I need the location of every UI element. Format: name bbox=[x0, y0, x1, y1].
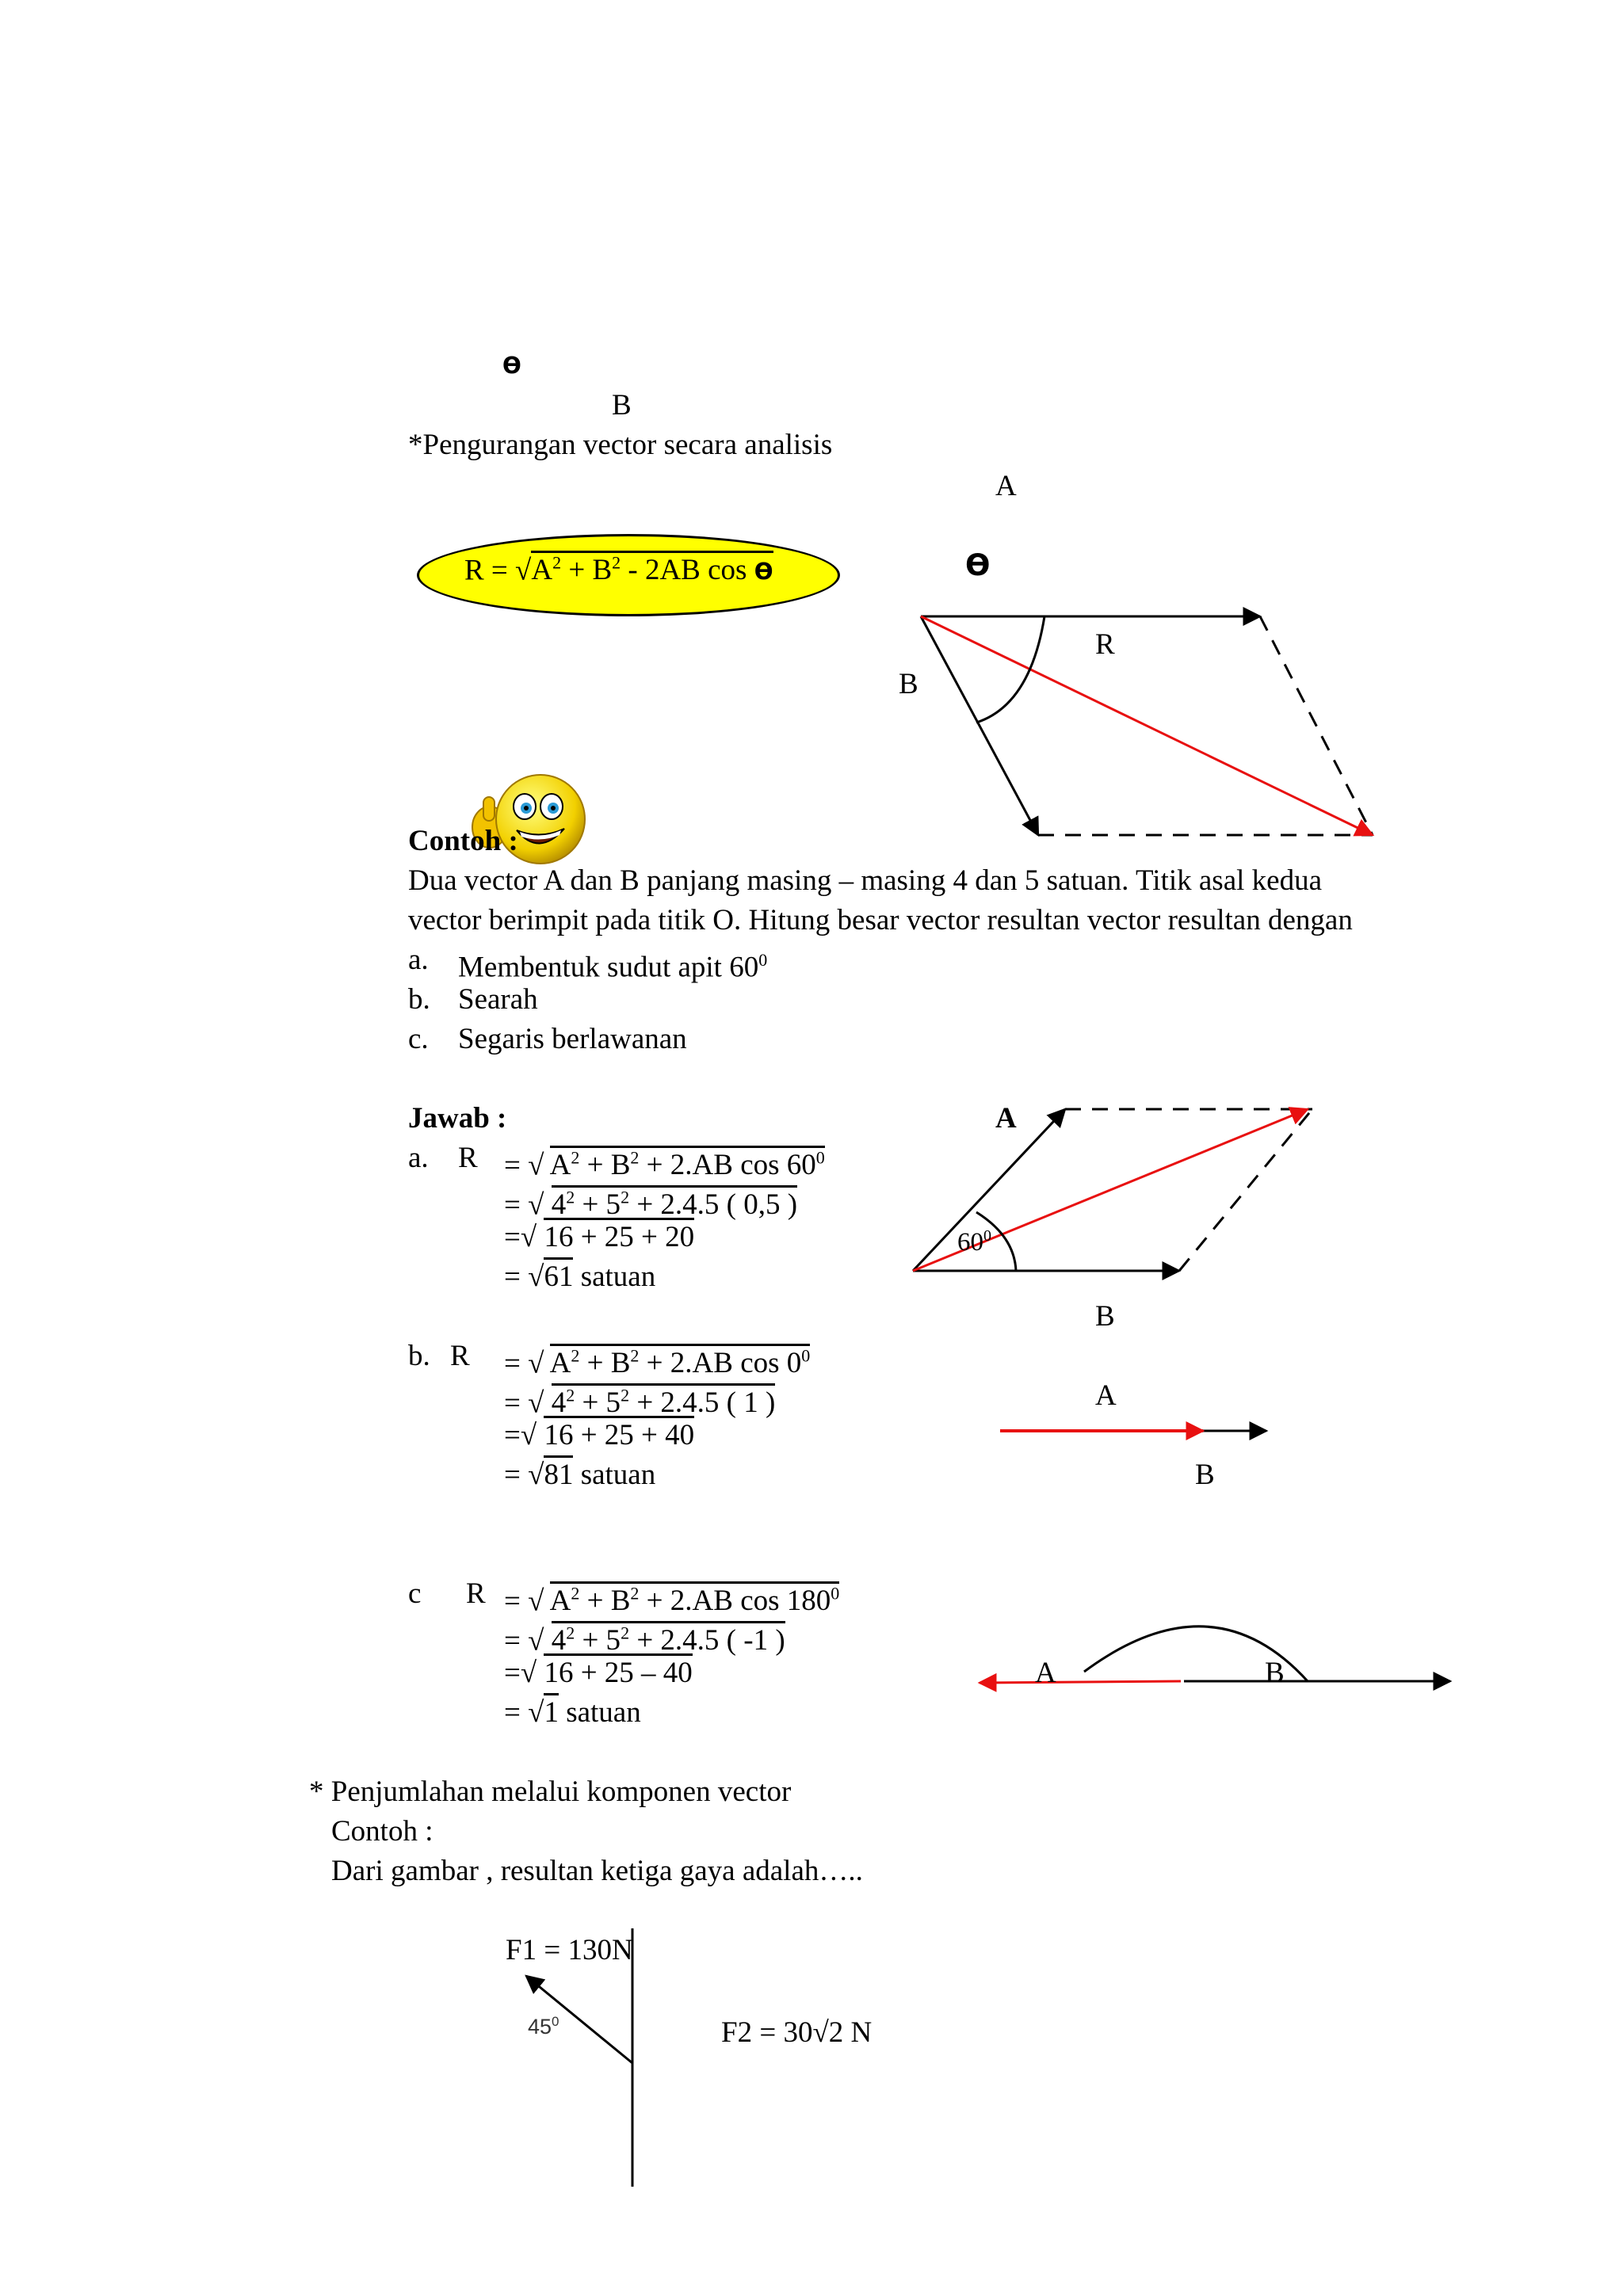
answer-a-var: R bbox=[458, 1142, 478, 1174]
answer-a-line3: =√ 16 + 25 + 20 bbox=[504, 1220, 694, 1255]
diagram-a-label-angle: $60^0$ bbox=[957, 1227, 991, 1257]
answer-b-line2: = √ $4^2 + 5^2 + 2.4.5$ ( 1 ) bbox=[504, 1379, 775, 1421]
answer-c-line2: = √ $4^2 + 5^2 + 2.4.5$ ( -1 ) bbox=[504, 1616, 785, 1658]
answer-title: Jawab : bbox=[408, 1102, 507, 1135]
diagram1-label-theta: ϴ bbox=[965, 548, 991, 582]
diagram1-label-a: A bbox=[995, 470, 1017, 502]
answer-c-line3: =√ 16 + 25 – 40 bbox=[504, 1656, 693, 1691]
answer-b-line4: = √81 satuan bbox=[504, 1458, 655, 1493]
example-line2: vector berimpit pada titik O. Hitung besar vector resultan vector resultan dengan bbox=[408, 904, 1353, 936]
answer-c-line1: = √ $A^2 + B^2 + 2.AB$ $\cos 180^0$ bbox=[504, 1577, 839, 1619]
example-item-b: Searah bbox=[458, 983, 538, 1016]
theta-symbol: ϴ bbox=[502, 353, 521, 379]
components-heading: * Penjumlahan melalui komponen vector bbox=[309, 1775, 792, 1808]
answer-a-line1: = √ $A^2 + B^2 + 2.AB$ $\cos 60^0$ bbox=[504, 1141, 825, 1183]
example-item-c-mark: c. bbox=[408, 1023, 429, 1055]
subtraction-diagram bbox=[921, 616, 1373, 835]
diagram-c-label-a: A bbox=[1035, 1657, 1056, 1689]
example-item-a-mark: a. bbox=[408, 944, 429, 976]
example-line1: Dua vector A dan B panjang masing – masing 4 dan 5 satuan. Titik asal kedua bbox=[408, 864, 1322, 897]
vector-a bbox=[980, 1681, 1181, 1683]
example-title: Contoh : bbox=[408, 825, 518, 857]
diagram-b-label-a: A bbox=[1095, 1379, 1117, 1412]
force-angle-label: $45^0$ bbox=[528, 2014, 559, 2039]
diagram-a-label-a: A bbox=[995, 1102, 1017, 1135]
answer-c-mark: c bbox=[408, 1577, 422, 1610]
answer-a-line4: = √61 satuan bbox=[504, 1260, 655, 1295]
diagram1-label-r: R bbox=[1095, 628, 1115, 661]
example-item-b-mark: b. bbox=[408, 983, 430, 1016]
angle-arc bbox=[976, 616, 1044, 723]
answer-a-mark: a. bbox=[408, 1142, 429, 1174]
components-example-label: Contoh : bbox=[331, 1815, 433, 1848]
answer-a-line2: = √ $4^2 + 5^2 + 2.4.5$ ( 0,5 ) bbox=[504, 1180, 797, 1222]
answer-c-line4: = √1 satuan bbox=[504, 1695, 641, 1730]
components-question: Dari gambar , resultan ketiga gaya adalah….. bbox=[331, 1855, 863, 1887]
dashed-side-right bbox=[1260, 616, 1373, 835]
diagram-b-label-b: B bbox=[1195, 1459, 1215, 1491]
resultant-r bbox=[921, 616, 1373, 835]
answer-b-line1: = √ $A^2 + B^2 + 2.AB$ $\cos 0^0$ bbox=[504, 1339, 810, 1381]
example-item-c: Segaris berlawanan bbox=[458, 1023, 687, 1055]
example-item-a: Membentuk sudut apit $60^0$ bbox=[458, 950, 768, 984]
diagram-c-label-b: B bbox=[1265, 1657, 1285, 1689]
force-f1-label: F1 = 130N bbox=[506, 1934, 633, 1966]
answer-b-line3: =√ 16 + 25 + 40 bbox=[504, 1418, 694, 1453]
answer-b-mark: b. bbox=[408, 1340, 430, 1372]
subtraction-heading: *Pengurangan vector secara analisis bbox=[408, 429, 833, 461]
diagram1-label-b: B bbox=[899, 668, 918, 700]
force-f2-label: F2 = 30√2 N bbox=[721, 2016, 873, 2049]
subtraction-formula: $R = √A^2 + B^2 - 2AB$ cos ϴ bbox=[464, 546, 773, 589]
diagram-a-label-b: B bbox=[1095, 1300, 1115, 1333]
answer-c-var: R bbox=[466, 1577, 486, 1610]
vector-label-b-top: B bbox=[612, 389, 632, 421]
answer-b-var: R bbox=[450, 1340, 470, 1372]
vector-b bbox=[921, 616, 1038, 835]
